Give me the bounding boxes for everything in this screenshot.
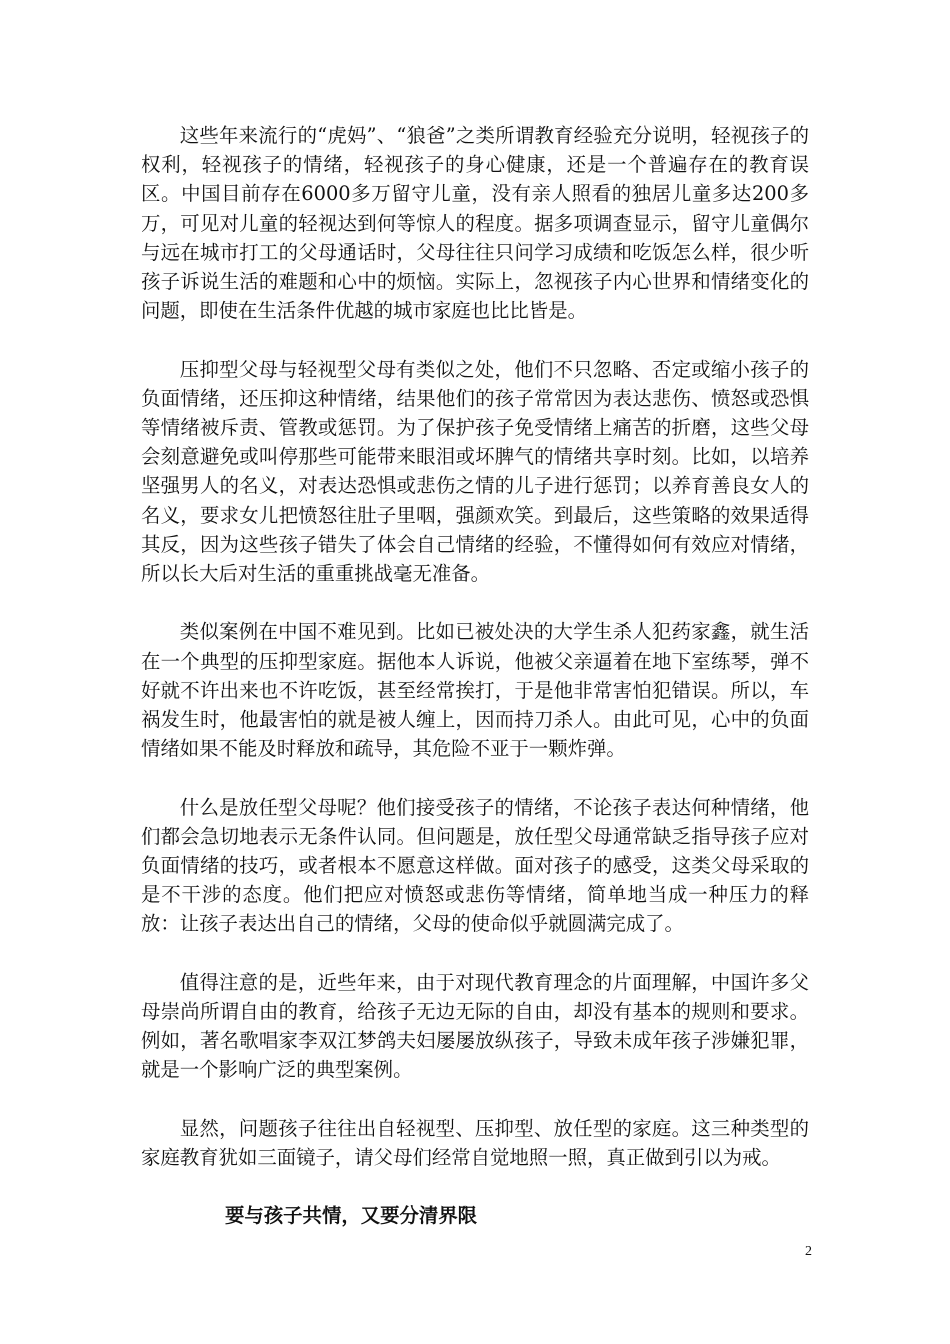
body-paragraph: 什么是放任型父母呢？他们接受孩子的情绪，不论孩子表达何种情绪，他们都会急切地表示无条件认同。但问题是，放任型父母通常缺乏指导孩子应对负面情绪的技巧，或者根本不愿意这样做。面对孩子的感受，这类父母采取的是不干涉的态度。他们把应对愤怒或悲伤等情绪，简单地当成一种压力的释放：让孩子表达出自己的情绪，父母的使命似乎就圆满完成了。 [141,795,809,936]
body-paragraph: 类似案例在中国不难见到。比如已被处决的大学生杀人犯药家鑫，就生活在一个典型的压抑型家庭。据他本人诉说，他被父亲逼着在地下室练琴，弹不好就不许出来也不许吃饭，甚至经常挨打，于是他非常害怕犯错误。所以，车祸发生时，他最害怕的就是被人缠上，因而持刀杀人。由此可见，心中的负面情绪如果不能及时释放和疏导，其危险不亚于一颗炸弹。 [141,620,809,761]
section-heading: 要与孩子共情，又要分清界限 [225,1204,478,1228]
document-body [141,121,809,1231]
body-paragraph: 这些年来流行的“虎妈”、“狼爸”之类所谓教育经验充分说明，轻视孩子的权利，轻视孩子的情绪，轻视孩子的身心健康，还是一个普遍存在的教育误区。中国目前存在6000多万留守儿童，没有亲人照看的独居儿童多达200多万，可见对儿童的轻视达到何等惊人的程度。据多项调查显示，留守儿童偶尔与远在城市打工的父母通话时，父母往往只问学习成绩和吃饭怎么样，很少听孩子诉说生活的难题和心中的烦恼。实际上，忽视孩子内心世界和情绪变化的问题，即使在生活条件优越的城市家庭也比比皆是。 [141,124,809,323]
body-paragraph: 值得注意的是，近些年来，由于对现代教育理念的片面理解，中国许多父母崇尚所谓自由的教育，给孩子无边无际的自由，却没有基本的规则和要求。例如，著名歌唱家李双江梦鸽夫妇屡屡放纵孩子，导致未成年孩子涉嫌犯罪，就是一个影响广泛的典型案例。 [141,970,809,1082]
body-paragraph: 显然，问题孩子往往出自轻视型、压抑型、放任型的家庭。这三种类型的家庭教育犹如三面镜子，请父母们经常自觉地照一照，真正做到引以为戒。 [141,1116,809,1170]
page-number: 2 [805,1244,812,1259]
body-paragraph: 压抑型父母与轻视型父母有类似之处，他们不只忽略、否定或缩小孩子的负面情绪，还压抑这种情绪，结果他们的孩子常常因为表达悲伤、愤怒或恐惧等情绪被斥责、管教或惩罚。为了保护孩子免受情绪上痛苦的折磨，这些父母会刻意避免或叫停那些可能带来眼泪或坏脾气的情绪共享时刻。比如，以培养坚强男人的名义，对表达恐惧或悲伤之情的儿子进行惩罚；以养育善良女人的名义，要求女儿把愤怒往肚子里咽，强颜欢笑。到最后，这些策略的效果适得其反，因为这些孩子错失了体会自己情绪的经验，不懂得如何有效应对情绪，所以长大后对生活的重重挑战毫无准备。 [141,357,809,586]
